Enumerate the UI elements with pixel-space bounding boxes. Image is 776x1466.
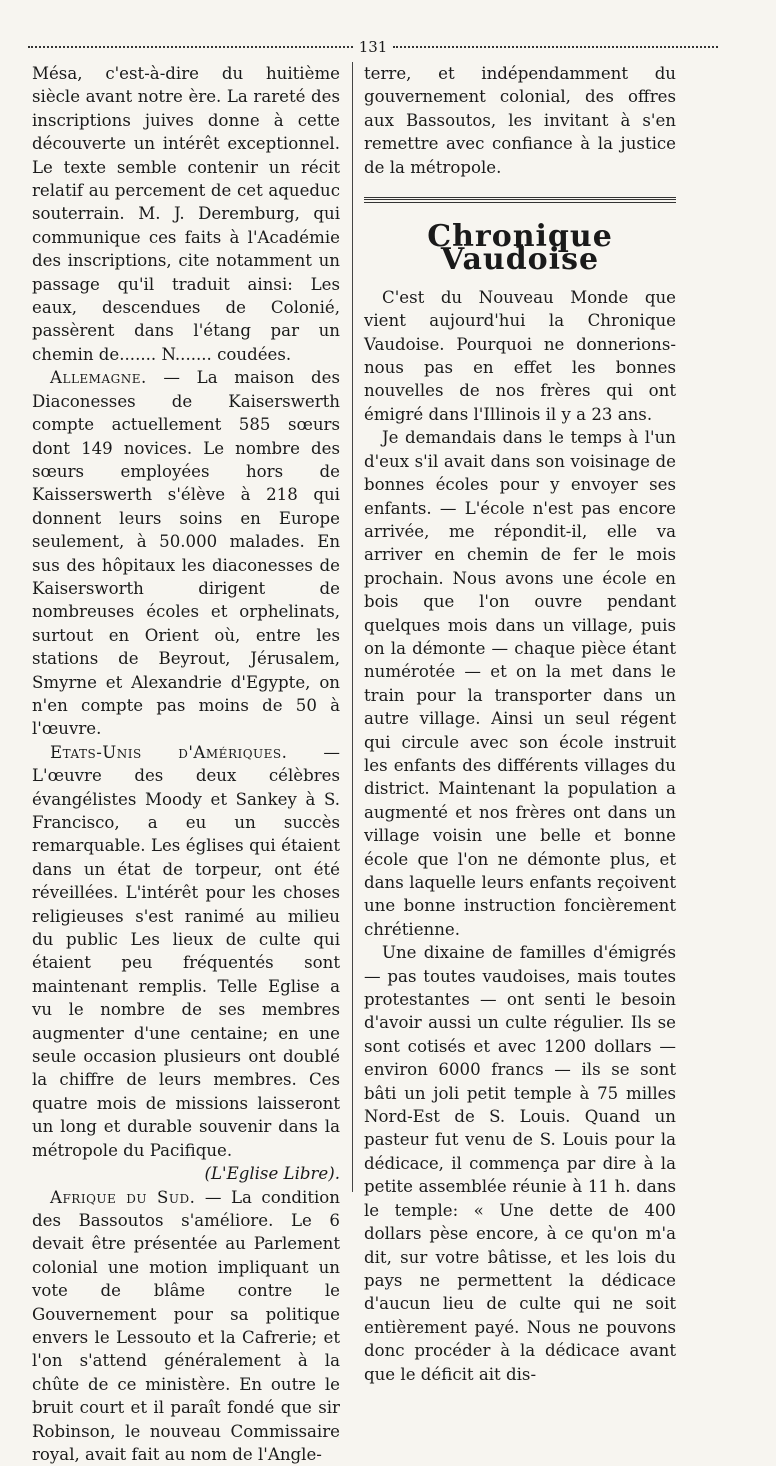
text-afrique: — La condition des Bassoutos s'améliore. Le 6 devait être présentée au Parlement colonial une motion impliquant un vote de blâme contre le Gouvernement pour sa politique envers le Lessouto et la Cafrerie; et l'on s'attend généralement à la chûte de ce ministère. En outre le bruit court et il paraît fondé que sir Robinson, le nouveau Commissaire royal, avait fait au nom de l'Angle- (32, 1188, 340, 1464)
paragraph-ecole: Je demandais dans le temps à l'un d'eux s'il avait dans son voisinage de bonnes écoles pour y envoyer ses enfants. — L'école n'est pas encore arrivée, me répondit-il, elle va arriver en chemin de fer le mois prochain. Nous avons une école en bois que l'on ouvre pendant quelques mois dans un village, puis on la démonte — chaque pièce étant numérotée — et on la met dans le train pour la transporter dans un autre village. Ainsi un seul régent qui circule avec son école instruit les enfants des différents villages du district. Maintenant la population a augmenté et nos frères ont dans un village voisin une belle et bonne école que l'on ne démonte plus, et dans laquelle leurs enfants reçoivent une bonne instruction foncièrement chrétienne. (364, 426, 676, 941)
header-rule-left (28, 46, 353, 48)
paragraph-nouveau-monde: C'est du Nouveau Monde que vient aujourd'hui la Chronique Vaudoise. Pourquoi ne donnerions-nous pas en effet les bonnes nouvelles de nos frères qui ont émigré dans l'Illinois il y a 23 ans. (364, 286, 676, 426)
section-title: Chronique Vaudoise (364, 225, 676, 272)
paragraph-temple: Une dixaine de familles d'émigrés — pas toutes vaudoises, mais toutes protestantes — ont senti le besoin d'avoir aussi un culte régulier. Ils se sont cotisés et avec 1200 dollars — environ 6000 francs — ils se sont bâti un joli petit temple à 75 milles Nord-Est de S. Louis. Quand un pasteur fut venu de S. Louis pour la dédicace, il commença par dire à la petite assemblée réunie à 11 h. dans le temple: « Une dette de 400 dollars pèse encore, à ce qu'on m'a dit, sur votre bâtisse, et les lois du pays ne permettent la dédicace d'aucun lieu de culte qui ne soit entièrement payé. Nous ne pouvons donc procéder à la dédicace avant que le déficit ait dis- (364, 941, 676, 1386)
heading-usa: Etats-Unis d'Amériques. (50, 743, 287, 762)
paragraph-allemagne (32, 366, 340, 741)
column-divider (352, 62, 353, 1192)
paragraph-usa (32, 741, 340, 1162)
paragraph-mesa: Mésa, c'est-à-dire du huitième siècle avant notre ère. La rareté des inscriptions juives donne à cette découverte un intérêt exceptionnel. Le texte semble contenir un récit relatif au percement de cet aqueduc souterrain. M. J. Deremburg, qui communique ces faits à l'Académie des inscriptions, cite notamment un passage qu'il traduit ainsi: Les eaux, descendues de Colonié, passèrent dans l'étang par un chemin de....... N....... coudées. (32, 62, 340, 366)
paragraph-afrique (32, 1186, 340, 1466)
text-usa: — L'œuvre des deux célèbres évangélistes Moody et Sankey à S. Francisco, a eu un succès remarquable. Les églises qui étaient dans un état de torpeur, ont été réveillées. L'intérêt pour les choses religieuses s'est ranimé au milieu du public Les lieux de culte qui étaient peu fréquentés sont maintenant remplis. Telle Eglise a vu le nombre de ses membres augmenter d'une centaine; en une seule occasion plusieurs ont doublé la chiffre de leurs membres. Ces quatre mois de missions laisseront un long et durable souvenir dans la métropole du Pacifique. (32, 743, 340, 1160)
left-column (32, 62, 340, 1466)
text-allemagne: — La maison des Diaconesses de Kaiserswerth compte actuellement 585 sœurs dont 149 novices. Le nombre des sœurs employées hors de Kaisserswerth s'élève à 218 qui donnent leurs soins en Europe seulement, à 50.000 malades. En sus des hôpitaux les diaconesses de Kaisersworth dirigent de nombreuses écoles et orphelinats, surtout en Orient où, entre les stations de Beyrout, Jérusalem, Smyrne et Alexandrie d'Egypte, on n'en compte pas moins de 50 à l'œuvre. (32, 368, 340, 738)
paragraph-angleterre: terre, et indépendamment du gouvernement colonial, des offres aux Bassoutos, les invitant à s'en remettre avec confiance à la justice de la métropole. (364, 62, 676, 179)
right-column (364, 62, 676, 1386)
source-eglise-libre (32, 1162, 340, 1185)
header-rule-right (393, 46, 718, 48)
source-text: (L'Eglise Libre). (205, 1164, 340, 1183)
section-separator (364, 197, 676, 203)
page-header (28, 38, 718, 56)
page-number: 131 (353, 38, 394, 56)
heading-allemagne: Allemagne. (50, 368, 147, 387)
heading-afrique: Afrique du Sud. (50, 1188, 195, 1207)
